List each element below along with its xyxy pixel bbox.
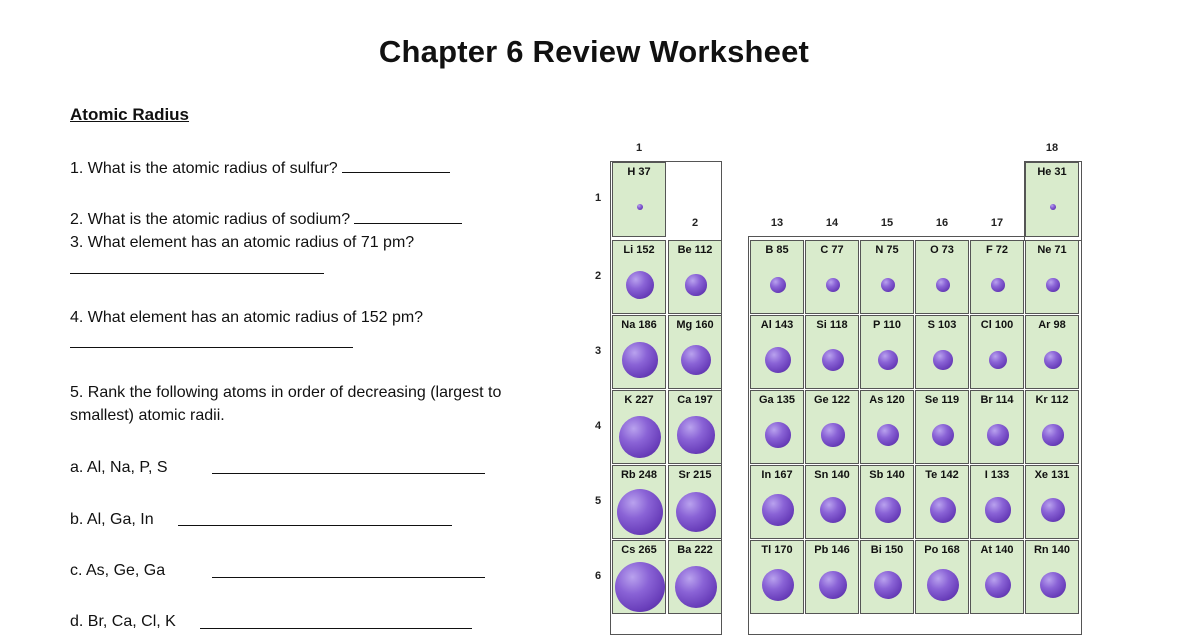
element-label: As 120: [869, 394, 905, 406]
atom-sphere: [932, 424, 954, 446]
element-label: Ca 197: [677, 394, 713, 406]
period-label-6: 6: [594, 570, 602, 582]
atom-sphere: [927, 569, 959, 601]
atom-sphere: [765, 422, 790, 447]
element-cell: [750, 315, 804, 389]
section-heading: Atomic Radius: [70, 105, 190, 124]
element-label: Ge 122: [813, 394, 851, 406]
element-cell: [860, 540, 914, 614]
period-label-3: 3: [594, 345, 602, 357]
element-label: Ar 98: [1038, 319, 1066, 331]
element-label: At 140: [980, 544, 1014, 556]
element-label: Te 142: [925, 469, 959, 481]
element-cell: [750, 540, 804, 614]
element-label: H 37: [627, 166, 651, 178]
element-label: O 73: [930, 244, 954, 256]
element-cell: [805, 540, 859, 614]
atom-sphere: [877, 424, 900, 447]
atom-sphere: [819, 571, 847, 599]
question-5d-text: d. Br, Ca, Cl, K: [70, 613, 176, 630]
group-label-13: 13: [770, 217, 784, 229]
element-label: Xe 131: [1034, 469, 1070, 481]
atom-sphere: [617, 489, 664, 536]
group-label-2: 2: [691, 217, 699, 229]
element-cell: [915, 465, 969, 539]
atom-sphere: [619, 416, 662, 459]
element-cell: [915, 540, 969, 614]
element-cell: [860, 465, 914, 539]
element-cell: [805, 315, 859, 389]
atom-sphere: [626, 271, 655, 300]
element-label: S 103: [927, 319, 957, 331]
atom-sphere: [930, 497, 957, 524]
element-label: K 227: [624, 394, 654, 406]
atom-sphere: [820, 497, 846, 523]
atom-sphere: [936, 278, 950, 292]
element-label: Bi 150: [870, 544, 904, 556]
element-label: Mg 160: [676, 319, 714, 331]
question-4-text: 4. What element has an atomic radius of 152 pm?: [70, 309, 424, 326]
atom-sphere: [881, 278, 895, 292]
period-label-5: 5: [594, 495, 602, 507]
element-cell: [915, 315, 969, 389]
question-3-text: 3. What element has an atomic radius of 71 pm?: [70, 234, 415, 251]
element-label: Be 112: [677, 244, 713, 256]
element-cell: [915, 390, 969, 464]
element-cell: [805, 390, 859, 464]
element-cell: [970, 240, 1024, 314]
question-1-text: 1. What is the atomic radius of sulfur?: [70, 160, 338, 177]
element-label: Na 186: [621, 319, 657, 331]
element-label: Cl 100: [980, 319, 1014, 331]
atom-sphere: [1040, 572, 1066, 598]
question-5-text: 5. Rank the following atoms in order of decreasing (largest to: [70, 384, 502, 401]
element-label: Ga 135: [758, 394, 796, 406]
page-title: Chapter 6 Review Worksheet: [378, 34, 810, 69]
element-cell: [668, 390, 722, 464]
element-label: B 85: [765, 244, 789, 256]
group-label-18: 18: [1045, 142, 1059, 154]
atom-sphere: [1050, 204, 1056, 210]
question-5b-text: b. Al, Ga, In: [70, 511, 154, 528]
atom-sphere: [1041, 498, 1066, 523]
element-cell: [805, 240, 859, 314]
atom-sphere: [1042, 424, 1063, 445]
element-cell: [915, 240, 969, 314]
atom-sphere: [878, 350, 899, 371]
atom-sphere: [875, 497, 901, 523]
element-label: Br 114: [980, 394, 1014, 406]
element-cell: [612, 240, 666, 314]
atom-sphere: [987, 424, 1009, 446]
element-label: In 167: [761, 469, 793, 481]
element-cell: [860, 315, 914, 389]
atom-sphere: [826, 278, 841, 293]
element-cell: [970, 390, 1024, 464]
element-cell: [750, 390, 804, 464]
element-label: Sn 140: [814, 469, 850, 481]
element-cell: [860, 390, 914, 464]
element-cell: [668, 540, 722, 614]
group-label-14: 14: [825, 217, 839, 229]
period-label-1: 1: [594, 192, 602, 204]
period-label-2: 2: [594, 270, 602, 282]
element-cell: [1025, 540, 1079, 614]
element-cell: [805, 465, 859, 539]
element-cell: [1025, 465, 1079, 539]
period-label-4: 4: [594, 420, 602, 432]
atom-sphere: [1044, 351, 1062, 369]
element-label: Ba 222: [677, 544, 713, 556]
atom-sphere: [991, 278, 1005, 292]
atom-sphere: [637, 204, 644, 211]
element-label: P 110: [873, 319, 901, 331]
element-label: Rb 248: [620, 469, 658, 481]
element-label: Ne 71: [1037, 244, 1067, 256]
element-cell: [750, 465, 804, 539]
atom-sphere: [933, 350, 952, 369]
element-cell: [860, 240, 914, 314]
question-5c-text: c. As, Ge, Ga: [70, 562, 166, 579]
element-label: Sr 215: [678, 469, 712, 481]
atom-sphere: [676, 492, 717, 533]
element-cell: [612, 540, 666, 614]
group-label-1: 1: [635, 142, 643, 154]
element-label: Pb 146: [814, 544, 850, 556]
atom-sphere: [985, 572, 1011, 598]
atom-sphere: [675, 566, 717, 608]
atom-sphere: [762, 569, 794, 601]
element-cell: [970, 315, 1024, 389]
element-label: F 72: [985, 244, 1008, 256]
atom-sphere: [822, 349, 844, 371]
element-cell: [612, 465, 666, 539]
element-cell: [668, 240, 722, 314]
atom-sphere: [685, 274, 706, 295]
atom-sphere: [677, 416, 714, 453]
element-label: N 75: [875, 244, 899, 256]
element-cell: [1025, 240, 1079, 314]
atom-sphere: [765, 347, 792, 374]
atom-sphere: [874, 571, 902, 599]
atom-sphere: [681, 345, 711, 375]
element-label: He 31: [1037, 166, 1067, 178]
element-cell: [612, 315, 666, 389]
element-label: Si 118: [816, 319, 848, 331]
question-2-text: 2. What is the atomic radius of sodium?: [70, 211, 351, 228]
element-label: Al 143: [760, 319, 794, 331]
atom-sphere: [1046, 278, 1059, 291]
atom-sphere: [985, 497, 1010, 522]
atom-sphere: [615, 562, 665, 612]
atom-sphere: [762, 494, 794, 526]
element-cell: [750, 240, 804, 314]
element-label: C 77: [820, 244, 844, 256]
element-label: Po 168: [924, 544, 960, 556]
element-label: Cs 265: [621, 544, 657, 556]
element-cell: [1025, 390, 1079, 464]
group-label-16: 16: [935, 217, 949, 229]
group-label-15: 15: [880, 217, 894, 229]
element-cell: [970, 465, 1024, 539]
atom-sphere: [821, 423, 844, 446]
atom-sphere: [989, 351, 1008, 370]
element-cell: [1025, 315, 1079, 389]
element-cell: [1025, 162, 1079, 237]
element-label: Rn 140: [1033, 544, 1071, 556]
element-label: Se 119: [924, 394, 960, 406]
element-label: Kr 112: [1035, 394, 1069, 406]
question-5a-text: a. Al, Na, P, S: [70, 459, 168, 476]
group-label-17: 17: [990, 217, 1004, 229]
element-label: I 133: [984, 469, 1010, 481]
element-cell: [668, 465, 722, 539]
element-cell: [612, 162, 666, 237]
element-label: Sb 140: [869, 469, 905, 481]
question-5-text-cont: smallest) atomic radii.: [70, 407, 225, 424]
element-label: Tl 170: [761, 544, 793, 556]
atom-sphere: [622, 342, 657, 377]
element-cell: [612, 390, 666, 464]
element-cell: [970, 540, 1024, 614]
element-cell: [668, 315, 722, 389]
element-label: Li 152: [623, 244, 655, 256]
atom-sphere: [770, 277, 786, 293]
